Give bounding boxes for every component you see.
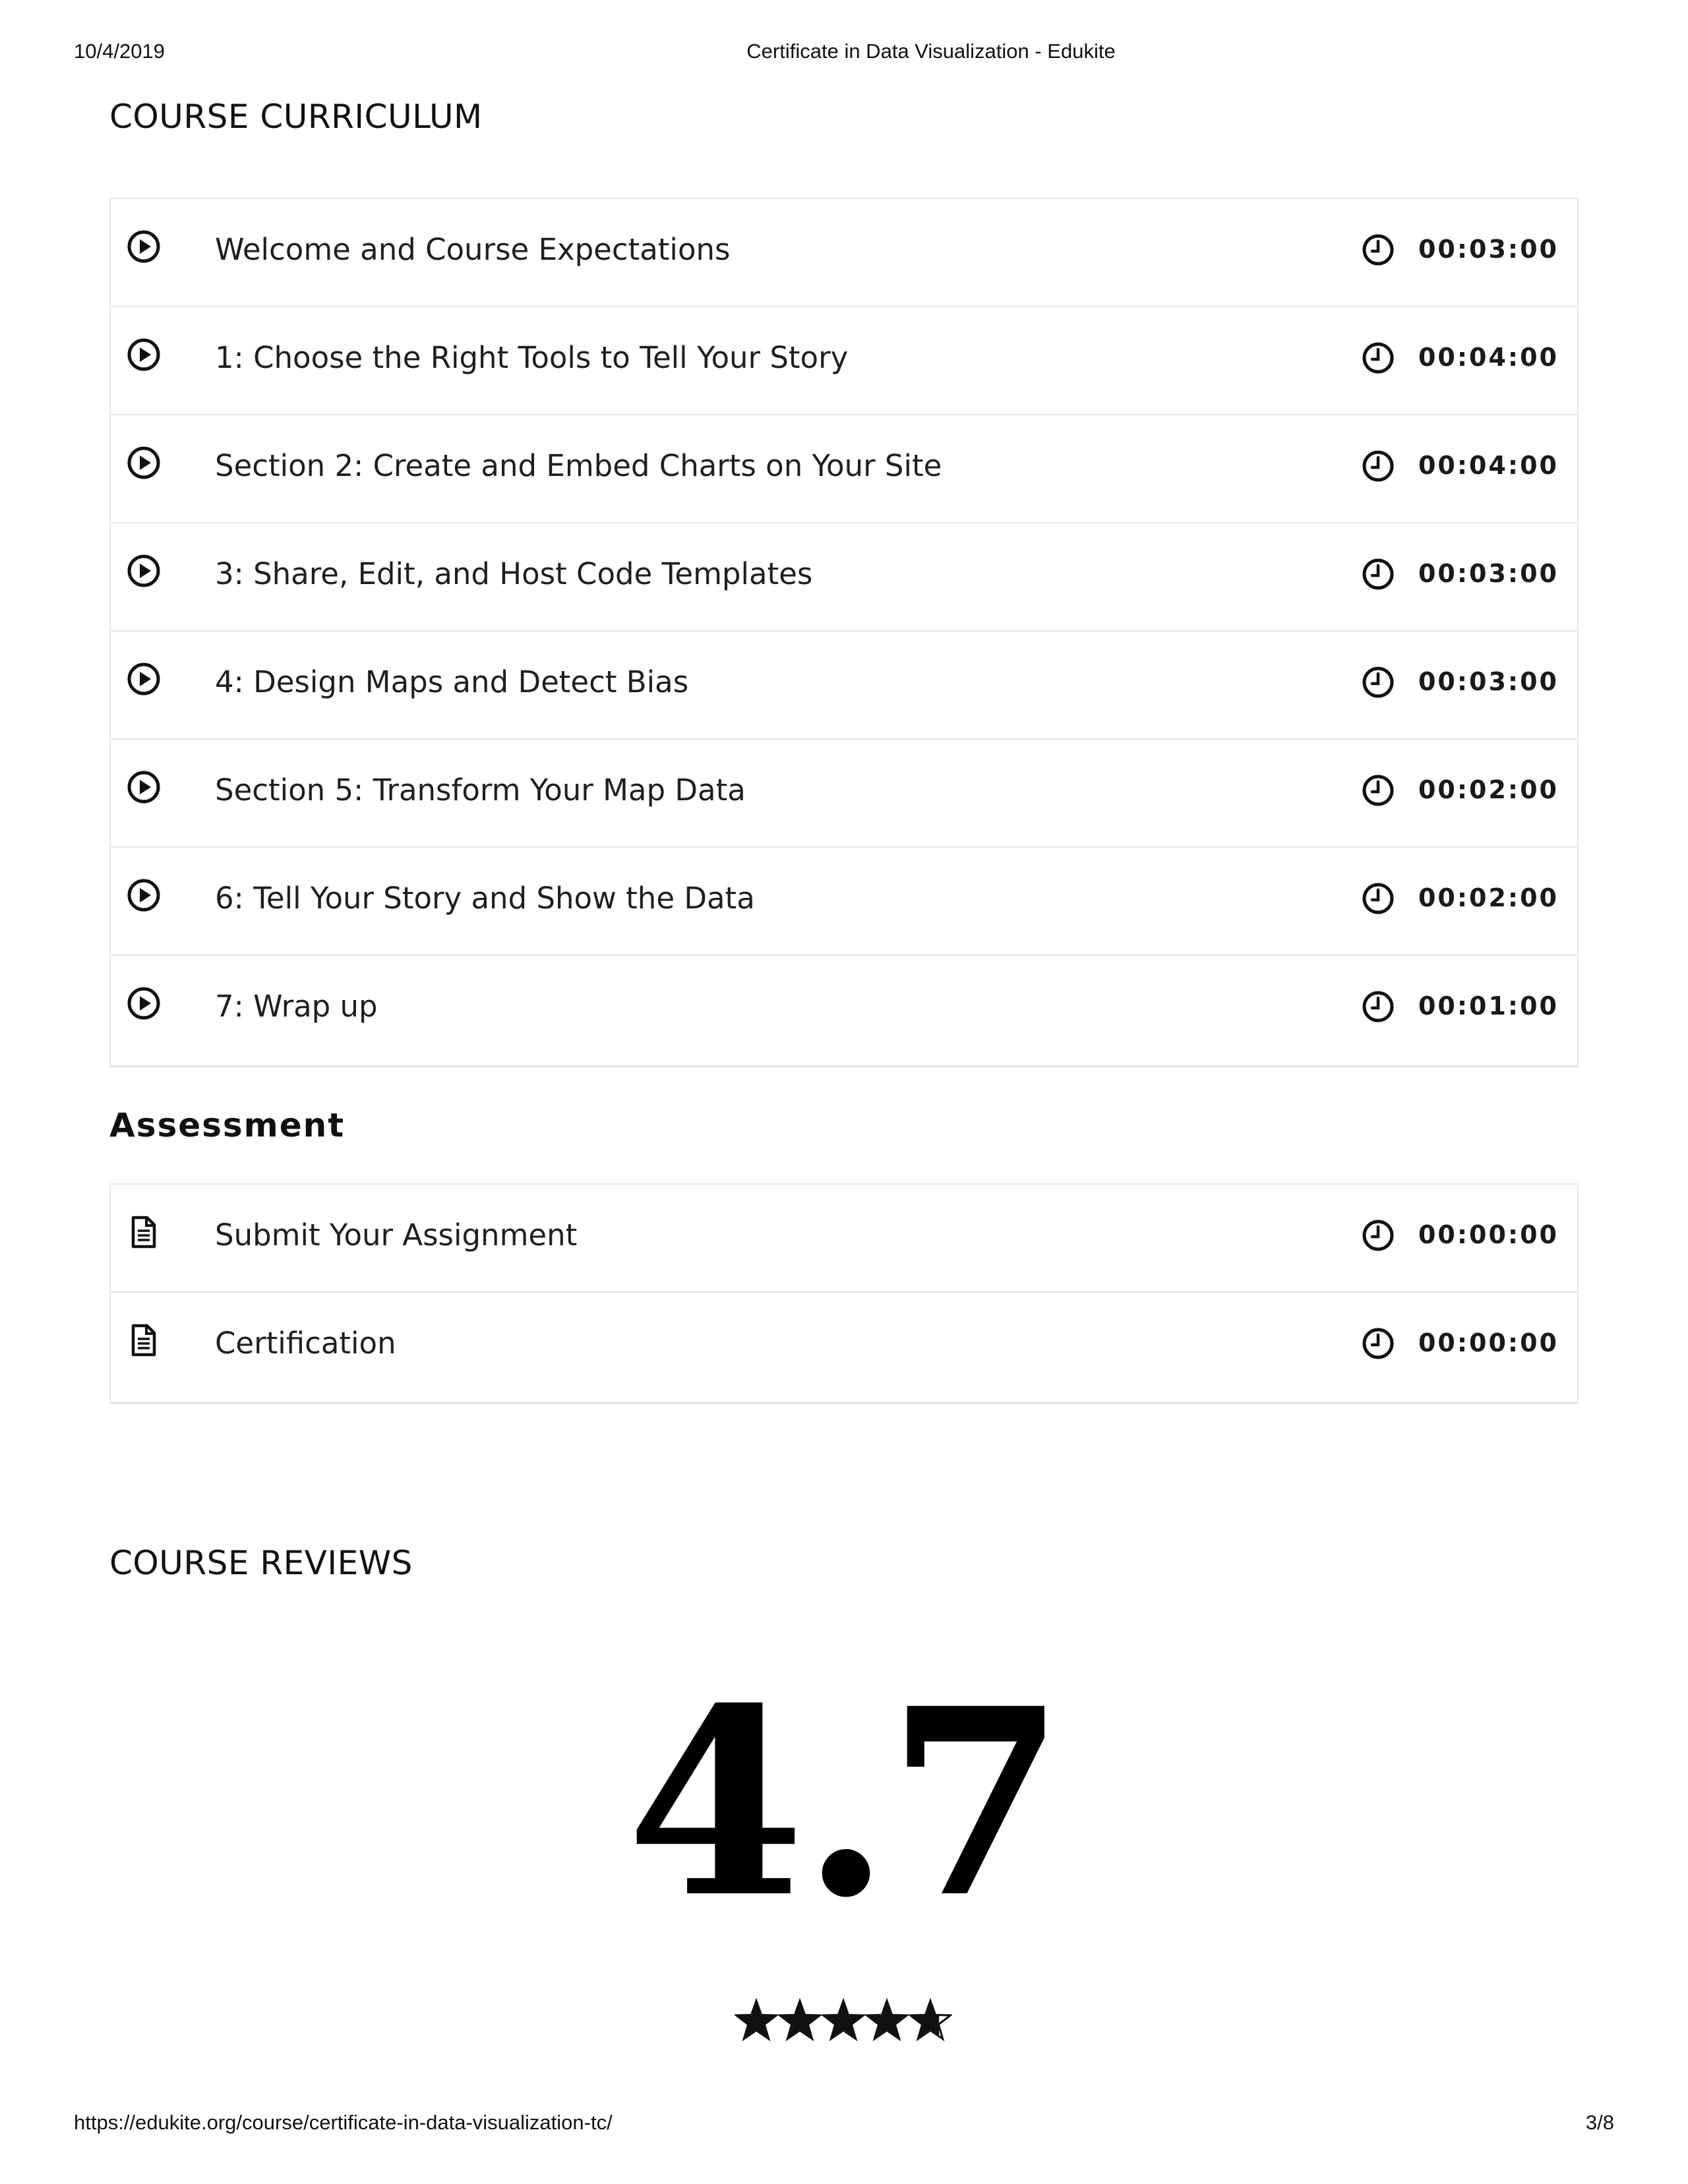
curriculum-heading: COURSE CURRICULUM <box>109 98 483 136</box>
print-date: 10/4/2019 <box>74 40 165 63</box>
lesson-row[interactable] <box>111 632 1577 740</box>
play-icon <box>125 877 162 914</box>
assessment-list <box>109 1183 1579 1404</box>
star-filled-icon <box>867 2001 907 2039</box>
curriculum-list <box>109 198 1579 1067</box>
clock-icon <box>1360 448 1396 484</box>
play-icon <box>125 769 162 806</box>
lesson-title[interactable]: 1: Choose the Right Tools to Tell Your Story <box>215 340 849 375</box>
assessment-row[interactable] <box>111 1293 1577 1402</box>
print-page-number: 3/8 <box>1585 2111 1614 2134</box>
document-icon <box>125 1214 162 1251</box>
lesson-row[interactable] <box>111 740 1577 848</box>
lesson-title[interactable]: 6: Tell Your Story and Show the Data <box>215 881 755 916</box>
lesson-duration: 00:04:00 <box>1418 451 1559 480</box>
clock-icon <box>1360 232 1396 268</box>
lesson-duration: 00:02:00 <box>1418 775 1559 804</box>
lesson-title[interactable]: Section 2: Create and Embed Charts on Your Site <box>215 448 942 483</box>
lesson-row[interactable] <box>111 523 1577 632</box>
lesson-duration: 00:04:00 <box>1418 343 1559 372</box>
clock-icon <box>1360 881 1396 916</box>
print-footer <box>0 2111 1688 2150</box>
lesson-duration: 00:03:00 <box>1418 235 1559 264</box>
print-page-title: Certificate in Data Visualization - Edukite <box>746 40 1116 63</box>
print-url: https://edukite.org/course/certificate-in-data-visualization-tc/ <box>74 2111 613 2134</box>
play-icon <box>125 228 162 265</box>
assessment-duration: 00:00:00 <box>1418 1328 1559 1357</box>
lesson-row[interactable] <box>111 956 1577 1065</box>
lesson-title[interactable]: 3: Share, Edit, and Host Code Templates <box>215 556 813 591</box>
lesson-title[interactable]: Welcome and Course Expectations <box>215 232 731 267</box>
assessment-title[interactable]: Certification <box>215 1326 396 1361</box>
play-icon <box>125 552 162 589</box>
play-icon <box>125 444 162 481</box>
lesson-duration: 00:03:00 <box>1418 667 1559 696</box>
document-icon <box>125 1322 162 1359</box>
star-filled-icon <box>824 2001 864 2039</box>
lesson-duration: 00:01:00 <box>1418 991 1559 1020</box>
lesson-title[interactable]: 7: Wrap up <box>215 989 378 1024</box>
star-filled-icon <box>737 2001 777 2039</box>
lesson-duration: 00:03:00 <box>1418 559 1559 588</box>
lesson-row[interactable] <box>111 199 1577 307</box>
play-icon <box>125 985 162 1022</box>
clock-icon <box>1360 556 1396 592</box>
rating-stars <box>735 1997 952 2044</box>
lesson-row[interactable] <box>111 848 1577 956</box>
play-icon <box>125 661 162 697</box>
assessment-duration: 00:00:00 <box>1418 1220 1559 1249</box>
assessment-heading: Assessment <box>109 1106 346 1144</box>
lesson-row[interactable] <box>111 307 1577 415</box>
assessment-row[interactable] <box>111 1185 1577 1293</box>
star-filled-icon <box>780 2001 820 2039</box>
clock-icon <box>1360 340 1396 376</box>
clock-icon <box>1360 989 1396 1024</box>
print-header <box>0 40 1688 79</box>
lesson-duration: 00:02:00 <box>1418 883 1559 912</box>
lesson-title[interactable]: 4: Design Maps and Detect Bias <box>215 664 689 699</box>
assessment-title[interactable]: Submit Your Assignment <box>215 1218 578 1253</box>
clock-icon <box>1360 664 1396 700</box>
clock-icon <box>1360 773 1396 808</box>
clock-icon <box>1360 1326 1396 1361</box>
average-rating: 4.7 <box>626 1652 1062 1954</box>
play-icon <box>125 336 162 373</box>
lesson-title[interactable]: Section 5: Transform Your Map Data <box>215 773 746 808</box>
reviews-heading: COURSE REVIEWS <box>109 1544 413 1582</box>
clock-icon <box>1360 1218 1396 1253</box>
lesson-row[interactable] <box>111 415 1577 523</box>
